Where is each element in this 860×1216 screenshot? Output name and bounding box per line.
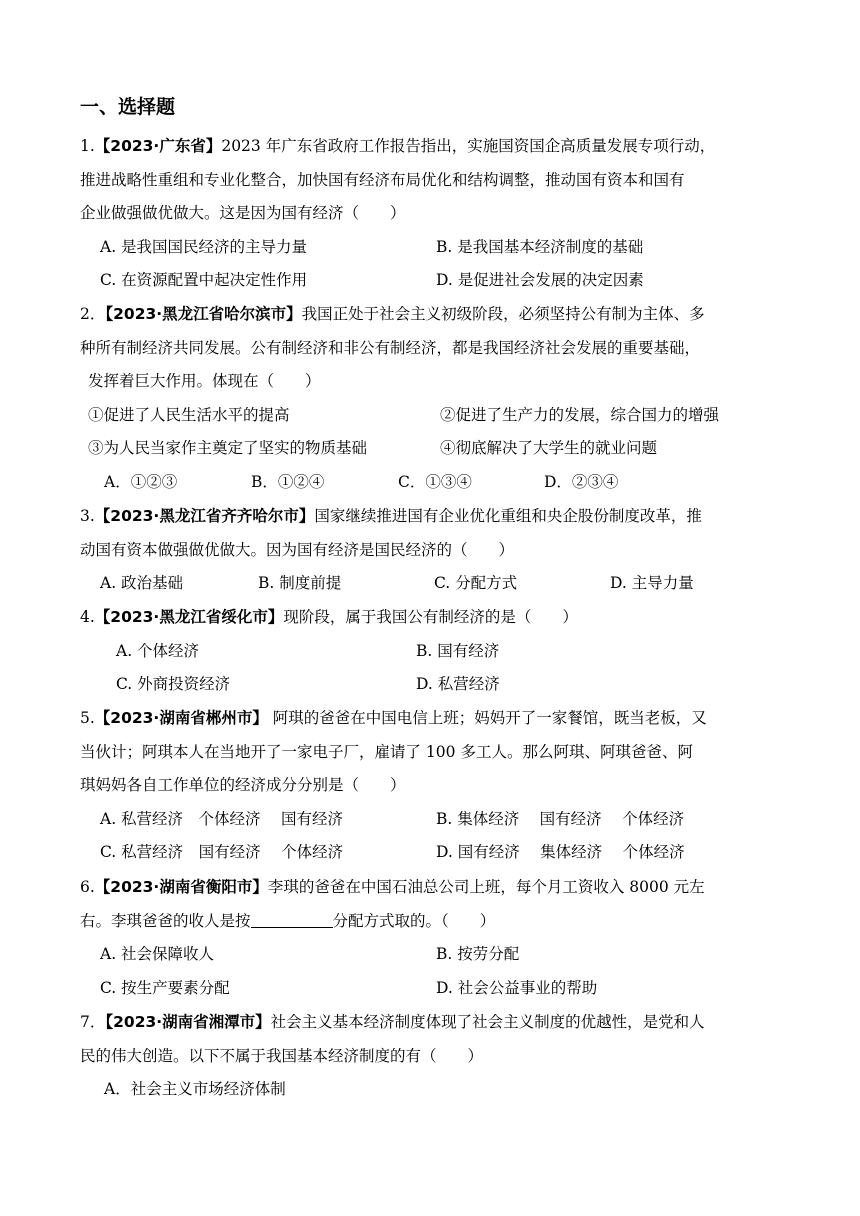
- question-text: 种所有制经济共同发展。公有制经济和非公有制经济，都是我国经济社会发展的重要基础，: [80, 338, 701, 357]
- question-number: 7．: [80, 1013, 106, 1031]
- question-2: [80, 298, 780, 499]
- option-b[interactable]: B. 是我国基本经济制度的基础: [436, 237, 644, 256]
- question-source: 【2023·湖南省衡阳市】: [94, 878, 268, 896]
- question-source: 【2023·黑龙江省绥化市】: [94, 608, 284, 626]
- question-6: [80, 871, 780, 1005]
- option-d[interactable]: D. 社会公益事业的帮助: [436, 978, 598, 997]
- question-text: 社会主义基本经济制度体现了社会主义制度的优越性，是党和人: [270, 1013, 705, 1031]
- question-text: 现阶段，属于我国公有制经济的是（ ）: [283, 608, 578, 626]
- question-source: 【2023·湖南省湘潭市】: [105, 1013, 271, 1031]
- option-b[interactable]: B．①②④: [251, 472, 325, 491]
- option-c[interactable]: C．①③④: [398, 472, 472, 491]
- question-text: 我国正处于社会主义初级阶段，必须坚持公有制为主体、多: [301, 305, 705, 323]
- option-a[interactable]: A. 个体经济: [116, 641, 200, 660]
- question-text: 发挥着巨大作用。体现在（ ）: [88, 372, 321, 390]
- section-title: 一、选择题: [80, 96, 176, 118]
- question-text: 分配方式取的。（ ）: [332, 911, 496, 930]
- question-7: [80, 1006, 780, 1107]
- question-source: 【2023·黑龙江省哈尔滨市】: [105, 305, 302, 323]
- statement-3: ③为人民当家作主奠定了坚实的物质基础: [88, 439, 368, 457]
- option-a[interactable]: A. 政治基础: [100, 574, 184, 592]
- question-number: 4.: [80, 608, 95, 626]
- option-a[interactable]: A．社会主义市场经济体制: [104, 1080, 286, 1098]
- option-c[interactable]: C. 按生产要素分配: [100, 978, 230, 997]
- option-a[interactable]: A. 社会保障收人: [100, 945, 215, 963]
- question-text: 国家继续推进国有企业优化重组和央企股份制度改革，推: [314, 507, 702, 525]
- statement-4: ④彻底解决了大学生的就业问题: [440, 439, 658, 457]
- option-b[interactable]: B. 集体经济 国有经济 个体经济: [436, 809, 685, 828]
- option-d[interactable]: D. 私营经济: [416, 675, 500, 693]
- question-number: 2．: [80, 305, 106, 323]
- option-d[interactable]: D. 是促进社会发展的决定因素: [436, 271, 644, 289]
- question-text: 当伙计；阿琪本人在当地开了一家电子厂，雇请了 100 多工人。那么阿琪、阿琪爸爸、阿: [80, 742, 693, 761]
- answer-blank[interactable]: [251, 907, 333, 928]
- question-4: [80, 601, 780, 702]
- statement-1: ①促进了人民生活水平的提高: [88, 405, 290, 424]
- question-text: 右。李琪爸爸的收人是按: [80, 911, 251, 930]
- question-text: 阿琪的爸爸在中国电信上班；妈妈开了一家餐馆，既当老板，又: [267, 709, 707, 727]
- option-c[interactable]: C. 分配方式: [434, 574, 518, 592]
- option-a[interactable]: A. 私营经济 个体经济 国有经济: [100, 809, 343, 828]
- option-a[interactable]: A．①②③: [104, 472, 178, 491]
- question-source: 【2023·黑龙江省齐齐哈尔市】: [94, 507, 315, 525]
- question-text: 民的伟大创造。以下不属于我国基本经济制度的有（ ）: [80, 1046, 484, 1065]
- question-number: 1.: [80, 137, 95, 155]
- option-c[interactable]: C. 外商投资经济: [116, 675, 231, 693]
- question-number: 5.: [80, 709, 95, 727]
- question-text: 李琪的爸爸在中国石油总公司上班，每个月工资收入 8000 元左: [267, 878, 705, 896]
- option-d[interactable]: D. 国有经济 集体经济 个体经济: [436, 843, 685, 861]
- option-c[interactable]: C. 在资源配置中起决定性作用: [100, 271, 308, 289]
- option-d[interactable]: D. 主导力量: [610, 574, 694, 592]
- question-number: 3.: [80, 507, 95, 525]
- question-text: 琪妈妈各自工作单位的经济成分分别是（ ）: [80, 776, 406, 794]
- question-3: [80, 500, 780, 601]
- question-5: [80, 702, 780, 870]
- question-1: [80, 130, 780, 298]
- question-text: 推进战略性重组和专业化整合，加快国有经济布局优化和结构调整，推动国有资本和国有: [80, 170, 685, 189]
- question-source: 【2023·湖南省郴州市】: [94, 709, 268, 727]
- question-text: 企业做强做优做大。这是因为国有经济（ ）: [80, 204, 406, 222]
- option-b[interactable]: B. 制度前提: [258, 574, 342, 592]
- statement-2: ②促进了生产力的发展，综合国力的增强: [440, 405, 720, 424]
- question-number: 6.: [80, 878, 95, 896]
- option-c[interactable]: C. 私营经济 国有经济 个体经济: [100, 843, 344, 861]
- question-text: 动国有资本做强做优做大。因为国有经济是国民经济的（ ）: [80, 540, 515, 559]
- option-b[interactable]: B. 国有经济: [416, 641, 500, 660]
- question-source: 【2023·广东省】: [94, 137, 222, 155]
- question-text: 2023 年广东省政府工作报告指出，实施国资国企高质量发展专项行动，: [221, 137, 716, 155]
- option-b[interactable]: B. 按劳分配: [436, 945, 520, 963]
- option-d[interactable]: D．②③④: [544, 472, 619, 491]
- option-a[interactable]: A. 是我国国民经济的主导力量: [100, 237, 308, 256]
